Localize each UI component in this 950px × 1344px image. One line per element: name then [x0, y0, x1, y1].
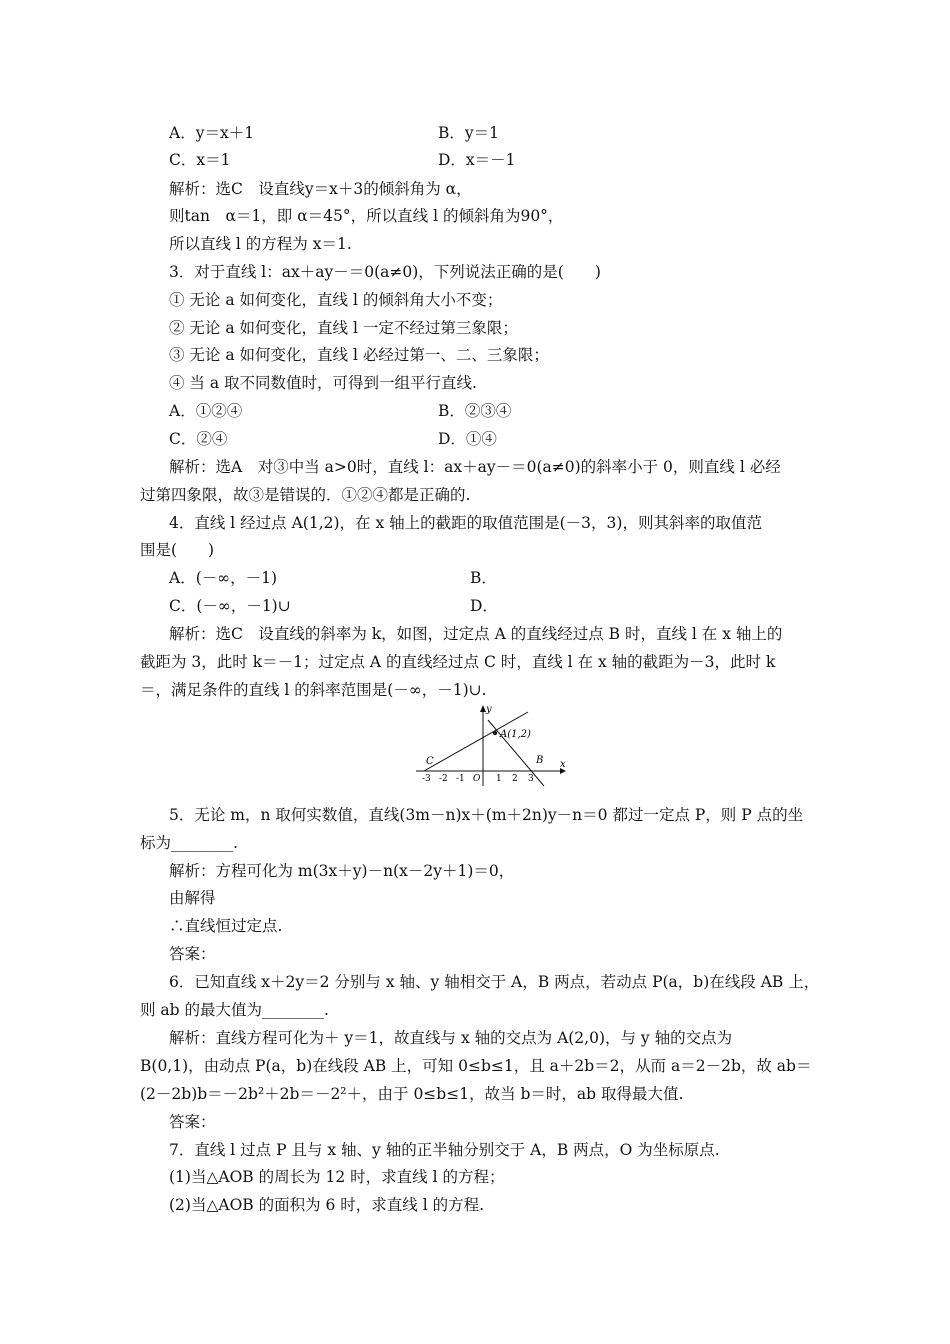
q3-solution-line-2: 过第四象限，故③是错误的．①②④都是正确的.: [140, 486, 471, 504]
tick-label: -2: [439, 774, 448, 784]
point-a-label: A(1,2): [500, 729, 531, 740]
q3-statement-1: ① 无论 a 如何变化，直线 l 的倾斜角大小不变；: [169, 291, 503, 309]
y-axis-label: y: [486, 704, 492, 715]
q7-part-1: (1)当△AOB 的周长为 12 时，求直线 l 的方程；: [169, 1168, 505, 1186]
tick-label: 2: [512, 774, 518, 784]
q7-part-2: (2)当△AOB 的面积为 6 时，求直线 l 的方程.: [169, 1196, 485, 1214]
q3-option-b: B．②③④: [438, 402, 512, 420]
q2-solution-line-1: 解析：选C 设直线y＝x＋3的倾斜角为 α，: [169, 180, 472, 198]
q4-stem-line-1: 4．直线 l 经过点 A(1,2)，在 x 轴上的截距的取值范围是(－3，3)，则其斜率的取值范: [169, 514, 762, 532]
point-a: [493, 731, 497, 735]
q2-solution-line-3: 所以直线 l 的方程为 x＝1.: [169, 235, 352, 253]
q4-figure: [410, 700, 580, 788]
q4-stem-line-2: 围是( ): [140, 541, 215, 559]
q5-answer: 答案：: [169, 945, 216, 963]
q4-option-b: B．: [470, 569, 497, 587]
tick-label: 3: [528, 774, 534, 784]
q4-solution-line-1: 解析：选C 设直线的斜率为 k，如图，过定点 A 的直线经过点 B 时，直线 l 在 x 轴上的: [169, 625, 783, 643]
q2-option-a: A．y＝x＋1: [169, 124, 255, 142]
q4-option-a: A．(－∞，－1): [169, 569, 278, 587]
q6-answer: 答案：: [169, 1113, 216, 1131]
q5-solution-line-3: ∴直线恒过定点.: [169, 917, 283, 935]
q3-option-a: A．①②④: [169, 402, 243, 420]
q7-stem: 7．直线 l 过点 P 且与 x 轴、y 轴的正半轴分别交于 A，B 两点，O 为坐标原点.: [169, 1141, 720, 1159]
q6-solution-line-1: 解析：直线方程可化为＋ y＝1，故直线与 x 轴的交点为 A(2,0)，与 y 轴的交点为: [169, 1029, 733, 1047]
tick-label: -3: [422, 774, 431, 784]
q3-statement-3: ③ 无论 a 如何变化，直线 l 必经过第一、二、三象限；: [169, 346, 549, 364]
q2-solution-line-2: 则tan α＝1，即 α＝45°，所以直线 l 的倾斜角为90°，: [169, 207, 564, 225]
q6-stem-line-1: 6．已知直线 x＋2y＝2 分别与 x 轴、y 轴相交于 A，B 两点，若动点 P(a，b)在线段 AB 上，: [169, 973, 820, 991]
q5-solution-line-1: 解析：方程可化为 m(3x＋y)－n(x－2y＋1)＝0，: [169, 862, 515, 880]
q2-option-c: C．x＝1: [169, 151, 231, 169]
q4-solution-line-2: 截距为 3，此时 k＝－1；过定点 A 的直线经过点 C 时，直线 l 在 x 轴的截距为－3，此时 k: [140, 653, 776, 671]
q6-stem-line-2: 则 ab 的最大值为________.: [140, 1001, 329, 1019]
q3-option-c: C．②④: [169, 430, 228, 448]
tick-label: 1: [496, 774, 502, 784]
origin-label: O: [473, 774, 481, 784]
q3-statement-2: ② 无论 a 如何变化，直线 l 一定不经过第三象限；: [169, 319, 518, 337]
tick-label: -1: [456, 774, 465, 784]
line-through-c: [424, 712, 528, 771]
q5-stem-line-1: 5．无论 m，n 取何实数值，直线(3m－n)x＋(m＋2n)y－n＝0 都过一定点 P，则 P 点的坐: [169, 806, 804, 824]
q2-option-b: B．y＝1: [438, 124, 500, 142]
x-axis-label: x: [560, 759, 566, 770]
q5-solution-line-2: 由解得: [169, 889, 216, 907]
q6-solution-line-3: (2－2b)b＝－2b²＋2b＝－2²＋，由于 0≤b≤1，故当 b＝时，ab 取得最大值.: [140, 1085, 684, 1103]
q3-statement-4: ④ 当 a 取不同数值时，可得到一组平行直线.: [169, 374, 477, 392]
q5-stem-line-2: 标为________.: [140, 834, 238, 852]
q6-solution-line-2: B(0,1)，由动点 P(a，b)在线段 AB 上，可知 0≤b≤1，且 a＋2b＝2，从而 a＝2－2b，故 ab＝: [140, 1057, 812, 1075]
q4-solution-line-3: ＝，满足条件的直线 l 的斜率范围是(－∞，－1)∪.: [140, 681, 487, 699]
q3-stem: 3．对于直线 l：ax＋ay－＝0(a≠0)，下列说法正确的是( ): [169, 263, 601, 281]
label-c: C: [426, 756, 434, 767]
q4-option-c: C．(－∞，－1)∪: [169, 597, 291, 615]
label-b: B: [536, 755, 544, 766]
q3-solution-line-1: 解析：选A 对③中当 a>0时，直线 l：ax＋ay－＝0(a≠0)的斜率小于 0，则直线 l 必经: [169, 458, 781, 476]
q3-option-d: D．①④: [438, 430, 497, 448]
q2-option-d: D．x＝－1: [438, 151, 516, 169]
q4-option-d: D．: [470, 597, 498, 615]
